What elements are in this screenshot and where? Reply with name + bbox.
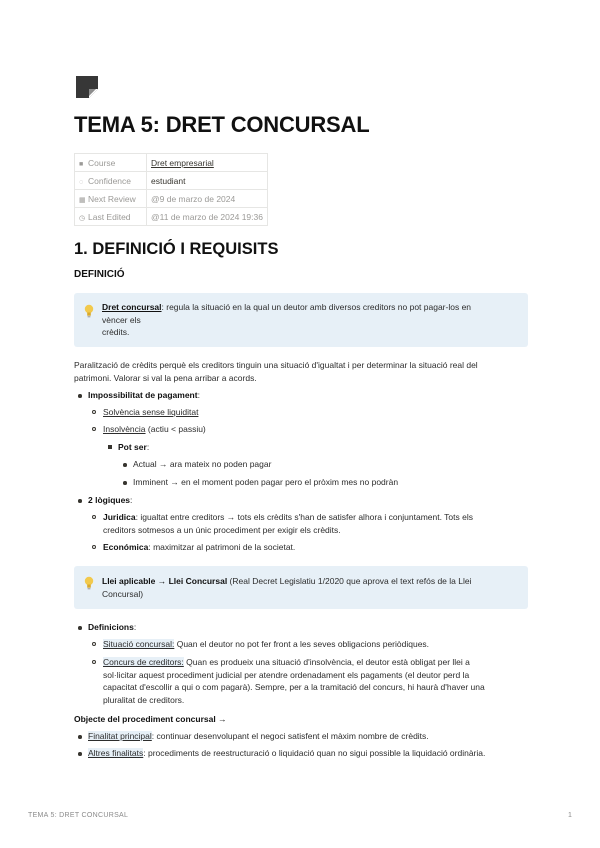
bullet-dot [78, 499, 82, 503]
list-item-pot-ser: Pot ser: [118, 442, 150, 452]
list-item-finalitat-principal: Finalitat principal: continuar desenvolupant el negoci satisfent el màxim nombre de crèdits. [88, 731, 429, 741]
paragraph-line: patrimoni. Valorar si val la pena arribar a acords. [74, 372, 257, 383]
list-item-situacio-concursal: Situació concursal: Quan el deutor no pot fer front a les seves obligacions periòdiques. [103, 639, 430, 649]
list-item-altres-finalitats: Altres finalitats: procediments de reestructuració o liquidació quan no sigui possible la liquidació ordinària. [88, 748, 486, 758]
lightbulb-icon [84, 576, 94, 590]
paragraph-line: Paralització de crèdits perquè els creditors tinguin una situació d'igualtat i per determinar la situació real del [74, 360, 478, 370]
callout-text: vèncer els [102, 314, 141, 325]
properties-table [74, 153, 268, 226]
list-item-actual: Actual → ara mateix no poden pagar [133, 459, 272, 469]
bullet-dot [78, 394, 82, 398]
page-title: TEMA 5: DRET CONCURSAL [74, 112, 370, 137]
property-row-last-edited[interactable] [75, 208, 268, 226]
objecte-heading: Objecte del procediment concursal → [74, 714, 227, 724]
list-item-solvencia: Solvència sense liquiditat [103, 407, 199, 417]
property-label: Last Edited [88, 211, 131, 222]
callout-llei-concursal [74, 566, 528, 609]
course-link[interactable]: Dret empresarial [151, 157, 214, 168]
callout-text: (Real Decret Legislatiu 1/2020 que aprova el text refós de la Llei [227, 576, 472, 586]
bullet-circle [92, 545, 96, 549]
bullet-dot [123, 463, 127, 467]
bullet-dot [78, 752, 82, 756]
list-item-logiques: 2 lògiques: [88, 495, 133, 505]
bullet-circle [92, 515, 96, 519]
page-icon [76, 76, 98, 98]
list-item-economica: Económica: maximitzar al patrimoni de la societat. [103, 542, 296, 552]
callout-text: : regula la situació en la qual un deutor amb diversos creditors no pot pagar-los en [161, 302, 472, 312]
property-label: Course [88, 157, 116, 168]
paragraph-paralitzacio [74, 359, 478, 384]
bullet-square [108, 445, 112, 449]
lightbulb-icon [84, 304, 94, 318]
callout-text: crèdits. [102, 327, 130, 337]
list-item-juridica: Juridica: igualtat entre creditors → tots els crèdits s'han de satisfer alhora i conjuntament. Tots els creditors sotmesos a un únic procediment per exigir els crèdits. [103, 512, 473, 535]
bullet-dot [123, 481, 127, 485]
list-item-concurs-creditors: Concurs de creditors: Quan es produeix una situació d'insolvència, el deutor està obligat per llei a sol·licitar aquest procediment judicial per atendre ordenadament els pagaments (el deutor perd la capacitat d'escollir a qui o com pagarà). Sempre, per a la tramitació del concurs, hi haurà d'haver una pluralitat de creditors. [103, 657, 485, 705]
property-label: Confidence [88, 175, 132, 186]
subheading-definicio: DEFINICIÓ [74, 269, 125, 280]
bullet-circle [92, 642, 96, 646]
confidence-icon: ◌ [79, 178, 84, 186]
section-heading: 1. DEFINICIÓ I REQUISITS [74, 240, 279, 258]
calendar-icon: ▦ [79, 196, 86, 204]
property-row-next-review[interactable] [75, 190, 268, 208]
property-row-confidence[interactable] [75, 172, 268, 190]
property-value: @11 de marzo de 2024 19:36 [151, 211, 263, 222]
bullet-circle [92, 410, 96, 414]
bullet-dot [78, 626, 82, 630]
list-item-insolvencia: Insolvència (actiu < passiu) [103, 424, 206, 434]
bullet-dot [78, 735, 82, 739]
callout-dret-concursal [74, 293, 528, 347]
property-value: estudiant [151, 175, 186, 186]
list-item-impossibilitat: Impossibilitat de pagament: [88, 390, 200, 400]
book-icon: ■ [79, 160, 84, 168]
list-item-definicions: Definicions: [88, 622, 137, 632]
bullet-circle [92, 427, 96, 431]
property-value: @9 de marzo de 2024 [151, 193, 236, 204]
clock-icon: ◷ [79, 214, 86, 222]
property-row-course[interactable] [75, 154, 268, 172]
page-number: 1 [568, 812, 573, 819]
term-dret-concursal: Dret concursal [102, 302, 162, 312]
list-item-imminent: Imminent → en el moment poden pagar pero el pròxim mes no podràn [133, 477, 399, 487]
property-label: Next Review [88, 193, 136, 204]
callout-text: Concursal) [102, 588, 144, 599]
bullet-circle [92, 660, 96, 664]
llei-aplicable-label: Llei aplicable → Llei Concursal [102, 576, 228, 586]
footer-title: TEMA 5: DRET CONCURSAL [28, 812, 129, 819]
